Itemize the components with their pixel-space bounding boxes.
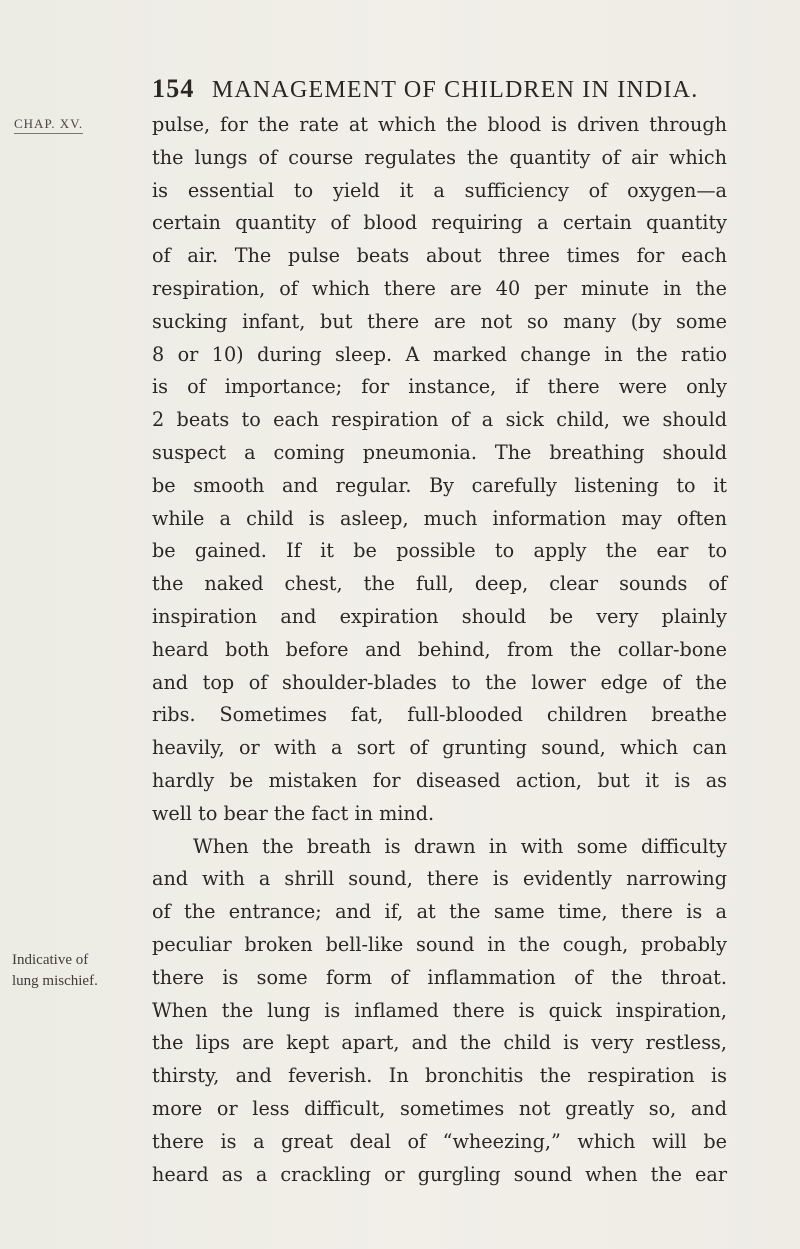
margin-side-note (12, 950, 132, 992)
text-line: more or less difficult, sometimes not greatly so, and (152, 1096, 727, 1120)
text-line: peculiar broken bell-like sound in the cough, probably (152, 932, 727, 956)
text-line: When the breath is drawn in with some difficulty (193, 834, 727, 858)
page-number: 154 (152, 74, 195, 103)
text-line: the lungs of course regulates the quantity of air which (152, 145, 727, 169)
side-note-line: Indicative of (12, 952, 89, 968)
text-line: of the entrance; and if, at the same time, there is a (152, 900, 727, 924)
text-line: the lips are kept apart, and the child is very restless, (152, 1031, 727, 1055)
side-note-line: lung mischief. (12, 973, 98, 989)
text-line: be smooth and regular. By carefully listening to it (152, 473, 727, 497)
text-line: be gained. If it be possible to apply the ear to (152, 539, 727, 563)
text-line: pulse, for the rate at which the blood is driven through (152, 113, 727, 136)
text-line: and with a shrill sound, there is evidently narrowing (152, 867, 727, 891)
text-line: 2 beats to each respiration of a sick child, we should (152, 408, 727, 432)
text-line: heard as a crackling or gurgling sound when the ear (152, 1162, 727, 1186)
body-text (152, 109, 727, 1191)
text-line: thirsty, and feverish. In bronchitis the respiration is (152, 1064, 727, 1088)
text-line: When the lung is inflamed there is quick inspiration, (152, 998, 727, 1022)
text-line: the naked chest, the full, deep, clear sounds of (152, 572, 727, 596)
text-line: heard both before and behind, from the collar-bone (152, 637, 727, 661)
running-head (152, 74, 712, 104)
text-line: heavily, or with a sort of grunting sound, which can (152, 736, 727, 760)
text-line: sucking infant, but there are not so many (by some (152, 309, 727, 333)
text-line: inspiration and expiration should be very plainly (152, 604, 727, 628)
text-line: while a child is asleep, much information may often (152, 506, 727, 530)
text-line: of air. The pulse beats about three times for each (152, 244, 727, 268)
chapter-marker: CHAP. XV. (14, 116, 83, 134)
text-line: 8 or 10) during sleep. A marked change in the ratio (152, 342, 727, 366)
text-line: hardly be mistaken for diseased action, but it is as (152, 768, 727, 792)
text-line: certain quantity of blood requiring a certain quantity (152, 211, 727, 235)
text-line: is of importance; for instance, if there were only (152, 375, 727, 399)
text-line: and top of shoulder-blades to the lower edge of the (152, 670, 727, 694)
text-line: ribs. Sometimes fat, full-blooded children breathe (152, 703, 727, 727)
text-line: well to bear the fact in mind. (152, 801, 435, 825)
text-line: suspect a coming pneumonia. The breathing should (152, 440, 727, 464)
text-line: there is a great deal of “wheezing,” which will be (152, 1129, 727, 1153)
running-title: MANAGEMENT OF CHILDREN IN INDIA. (211, 77, 699, 103)
text-line: is essential to yield it a sufficiency of oxygen—a (152, 178, 727, 202)
text-line: there is some form of inflammation of the throat. (152, 965, 727, 989)
text-line: respiration, of which there are 40 per minute in the (152, 276, 727, 300)
